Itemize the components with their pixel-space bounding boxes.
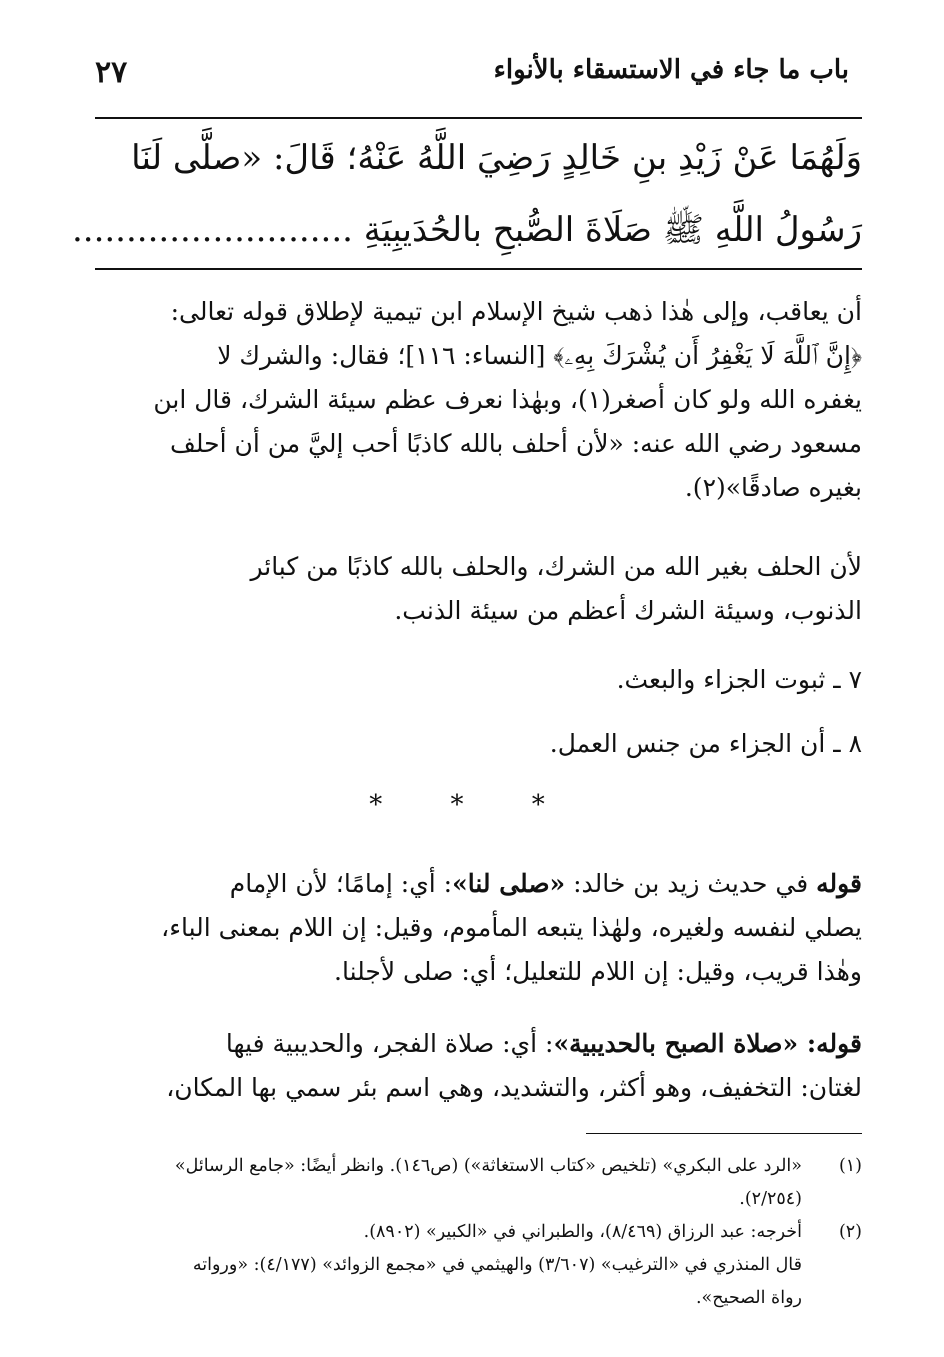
section-separator: * * * (369, 790, 575, 820)
commentary-paragraph (95, 290, 862, 510)
text-line: ﴿إِنَّ ٱللَّهَ لَا يَغْفِرُ أَن يُشْرَكَ بِهِۦ﴾ [النساء: ١١٦]؛ فقال: والشرك لا (217, 341, 862, 370)
text-line: لأن الحلف بغير الله من الشرك، والحلف بالله كاذبًا من كبائر (250, 552, 862, 581)
footnote-rule (586, 1133, 862, 1134)
footnote-number: (١) (838, 1156, 862, 1176)
lead-word: قوله (816, 869, 862, 898)
point-item (95, 722, 862, 766)
text-line: مسعود رضي الله عنه: «لأن أحلف بالله كاذبًا أحب إليَّ من أن أحلف (169, 429, 862, 458)
text-line: يصلي لنفسه ولغيره، ولهٰذا يتبعه المأموم، وقيل: إن اللام بمعنى الباء، (161, 913, 862, 942)
text-line: الذنوب، وسيئة الشرك أعظم من سيئة الذنب. (394, 596, 862, 625)
footnote-line: قال المنذري في «الترغيب» (٣/٦٠٧) والهيثمي في «مجمع الزوائد» (٤/١٧٧): «ورواته (192, 1255, 802, 1275)
footnote-line: «الرد على البكري» (تلخيص «كتاب الاستغاثة») (ص١٤٦). وانظر أيضًا: «جامع الرسائل» (174, 1156, 802, 1176)
text-span: : أي: إمامًا؛ لأن الإمام (229, 869, 453, 898)
sharh-paragraph-1 (95, 862, 862, 994)
footnote-line: رواة الصحيح». (695, 1288, 802, 1308)
text-span: في حديث زيد بن خالد: (565, 869, 817, 898)
point-7: ٧ ـ ثبوت الجزاء والبعث. (616, 665, 862, 694)
page-number: ٢٧ (95, 55, 128, 90)
hadith-rule (95, 268, 862, 270)
text-line (95, 1022, 862, 1066)
footnote-line: أخرجه: عبد الرزاق (٨/٤٦٩)، والطبراني في «الكبير» (٨٩٠٢). (363, 1222, 802, 1242)
footnote (95, 1216, 862, 1315)
sharh-paragraph-2 (95, 1022, 862, 1110)
text-line: أن يعاقب، وإلى هٰذا ذهب شيخ الإسلام ابن تيمية لإطلاق قوله تعالى: (170, 297, 862, 326)
point-item (95, 658, 862, 702)
hadith-text (71, 122, 862, 266)
footnote-line: (٢/٢٥٤). (739, 1189, 802, 1209)
text-line: يغفره الله ولو كان أصغر(١)، وبهٰذا نعرف عظم سيئة الشرك، قال ابن (153, 385, 862, 414)
footnote (95, 1150, 862, 1216)
point-8: ٨ ـ أن الجزاء من جنس العمل. (549, 729, 862, 758)
quoted-phrase: «صلى لنا» (452, 869, 566, 898)
footnote-number: (٢) (838, 1222, 862, 1242)
header-rule (95, 117, 862, 119)
text-line (95, 862, 862, 906)
text-line: لغتان: التخفيف، وهو أكثر، والتشديد، وهي اسم بئر سمي بها المكان، (166, 1073, 862, 1102)
hadith-line: رَسُولُ اللَّهِ ﷺ صَلَاةَ الصُّبحِ بالحُدَيبِيَةِ .......................... (71, 210, 862, 250)
text-line: وهٰذا قريب، وقيل: إن اللام للتعليل؛ أي: صلى لأجلنا. (334, 957, 862, 986)
running-header (95, 55, 849, 105)
hadith-line: وَلَهُمَا عَنْ زَيْدِ بنِ خَالِدٍ رَضِيَ اللَّهُ عَنْهُ؛ قَالَ: «صلَّى لَنَا (131, 138, 862, 178)
text-line: بغيره صادقًا»(٢). (684, 473, 862, 502)
text-span: : أي: صلاة الفجر، والحديبية فيها (225, 1029, 554, 1058)
footnotes (95, 1150, 862, 1315)
chapter-title: باب ما جاء في الاستسقاء بالأنواء (493, 55, 849, 85)
oath-paragraph (95, 545, 862, 633)
lead-word: قوله (816, 1029, 862, 1058)
quoted-phrase: : «صلاة الصبح بالحديبية» (553, 1029, 817, 1058)
